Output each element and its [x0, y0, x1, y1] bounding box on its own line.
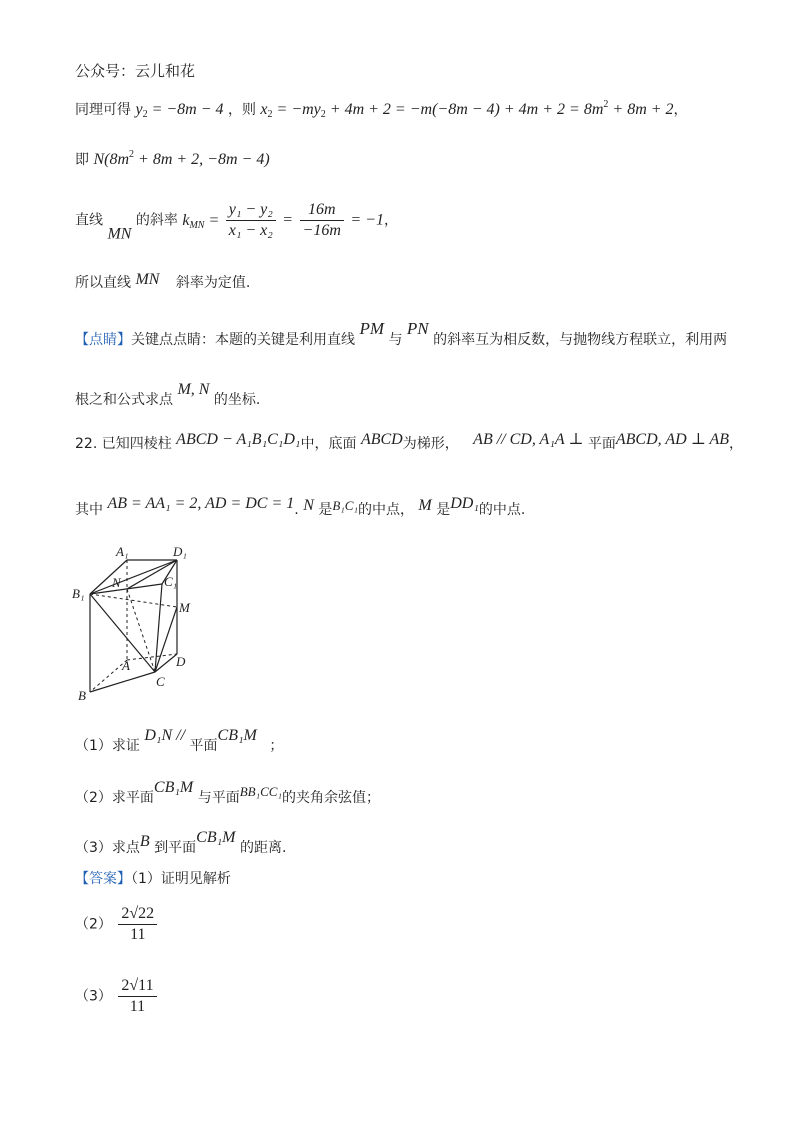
label-M: M — [179, 600, 190, 615]
equation-line-3: 直线 MN 的斜率 $k_{MN}$ = $\frac{\text{y₁ − y₂}}{\text{x₁ − x₂}}$ = $\frac{16m}{-16m}$ = −1， — [75, 201, 398, 243]
prism-figure — [72, 542, 212, 702]
text: 直线 — [75, 212, 103, 229]
question-2: （2）求平面CB₁M 与平面BB₁CC₁的夹角余弦值； — [75, 779, 380, 806]
math: $N(8m^2 + 8m + 2$, −8m − 4) — [93, 149, 270, 168]
equation-line-2 — [75, 150, 270, 168]
edge-B1C1 — [90, 584, 162, 594]
edge-C1C — [155, 584, 162, 672]
hint-tag: 【点睛】 — [75, 332, 131, 348]
label-C1: C₁ — [164, 574, 178, 589]
fraction: $\frac{2√11}{11}$ — [118, 978, 156, 1015]
hidden-edge-B1M — [90, 594, 177, 607]
text: 同理可得 — [75, 102, 131, 118]
label-B1: B₁ — [72, 586, 85, 601]
math: MN — [107, 225, 132, 243]
problem-22-line-2: 其中 AB = AA₁ = 2, AD = DC = 1. N 是B₁C₁的中点， M 是DD₁的中点. — [75, 495, 526, 518]
label-C: C — [156, 674, 165, 689]
text: 的斜率 — [135, 212, 178, 229]
edge-BC — [90, 672, 155, 692]
math: $y_2 = -8m - 4$ — [135, 101, 224, 120]
answer-line-1: 【答案】（1）证明见解析 — [75, 871, 231, 887]
label-A: A — [122, 658, 130, 673]
label-D1: D₁ — [173, 544, 187, 559]
hidden-edge-NC — [127, 589, 155, 672]
question-1: （1）求证 D₁N // 平面CB₁M ； — [75, 727, 284, 754]
label-D: D — [176, 654, 186, 669]
hidden-edge-AD — [127, 654, 177, 660]
label-B: B — [78, 688, 86, 702]
hint-line-2: 根之和公式求点 M, N 的坐标. — [75, 381, 261, 408]
answer-tag: 【答案】 — [75, 871, 131, 887]
answer-line-2: （2） $\frac{2√22}{11}$ — [75, 906, 159, 943]
math: $k_{MN}$ = — [182, 211, 220, 231]
fraction: $\frac{16m}{-16m}$ — [300, 202, 344, 239]
label-N: N — [112, 575, 121, 590]
page-header: 公众号：云儿和花 — [75, 62, 196, 80]
text: 即 — [75, 152, 89, 168]
text: ，则 — [227, 102, 256, 118]
fraction: $\frac{\text{y₁ − y₂}}{\text{x₁ − x₂}}$ — [226, 202, 276, 239]
math: $x_2 = -my_2 + 4m + 2 = -m(-8m - 4) + 4m + 2 = 8m^2 + 8m + 2$ — [260, 99, 674, 120]
equation-line-1: 同理可得 $y_2 = -8m - 4$ ，则 $x_2 = -my_2 + 4m + 2 = -m(-8m - 4) + 4m + 2 = 8m^2 + 8m + 2$， — [75, 99, 688, 120]
edge-A1B1 — [90, 560, 127, 594]
label-A1: A₁ — [116, 544, 129, 559]
answer-line-3: （3） $\frac{2√11}{11}$ — [75, 978, 159, 1015]
question-3: （3）求点B 到平面CB₁M 的距离. — [75, 829, 287, 856]
text-line-4: 所以直线 MN 斜率为定值. — [75, 271, 251, 291]
fraction: $\frac{2√22}{11}$ — [118, 906, 157, 943]
problem-22-line-1: 22. 已知四棱柱 ABCD − A₁B₁C₁D₁中，底面 ABCD为梯形， AB // CD, A₁A ⊥ 平面ABCD, AD ⊥ AB， — [75, 431, 743, 452]
hint-line: 【点睛】关键点点睛：本题的关键是利用直线 PM 与 PN 的斜率互为相反数，与抛物线方程联立，利用两 — [75, 319, 728, 348]
